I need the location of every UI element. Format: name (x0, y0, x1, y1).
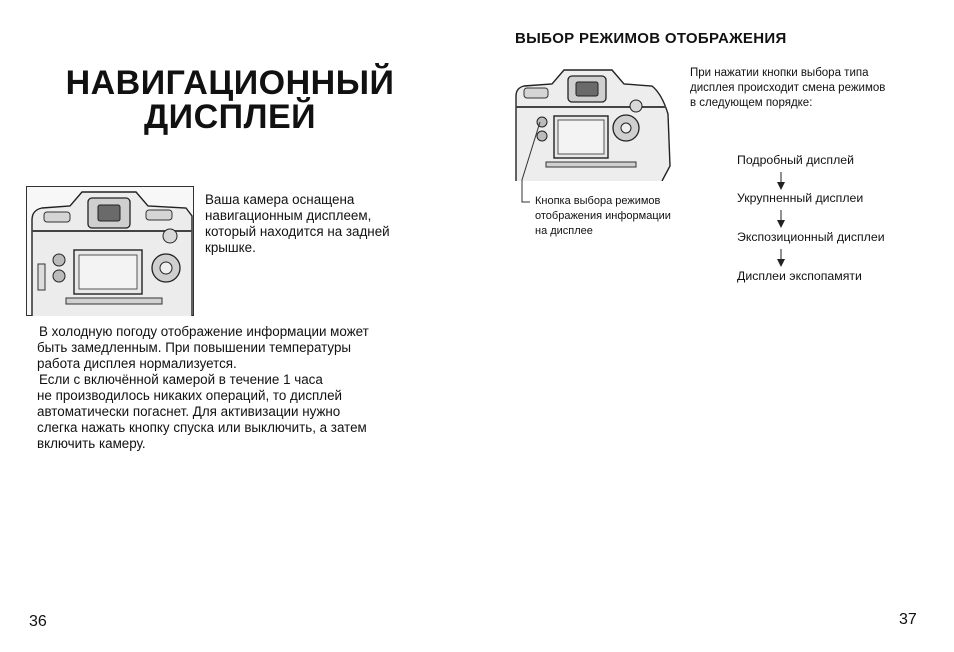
button-caption (535, 194, 671, 239)
intro-line: Ваша камера оснащена (205, 192, 355, 207)
mode-memory: Дисплеи экспопамяти (737, 269, 862, 283)
intro-line: При нажатии кнопки выбора типа (690, 67, 869, 79)
arrow-down-icon (776, 249, 786, 267)
right-intro-text (690, 66, 885, 111)
caption-line: Кнопка выбора режимов (535, 195, 661, 207)
section-title: ВЫБОР РЕЖИМОВ ОТОБРАЖЕНИЯ (515, 30, 787, 47)
page-number-right: 37 (899, 611, 917, 628)
note-line: включить камеру. (37, 436, 146, 451)
intro-line: крышке. (205, 240, 256, 255)
mode-detailed: Подробный дисплей (737, 153, 854, 167)
caption-line: на дисплее (535, 225, 593, 237)
note-line: слегка нажать кнопку спуска или выключить, а затем (37, 420, 367, 435)
page-number-left: 36 (29, 613, 47, 630)
arrow-down-icon (776, 172, 786, 190)
intro-line: дисплея происходит смена режимов (690, 82, 886, 94)
note-line: не производилось никаких операций, то дисплей (37, 388, 343, 403)
title-line: НАВИГАЦИОННЫЙ (65, 64, 395, 102)
camera-back-illustration (26, 186, 194, 316)
note-line: В холодную погоду отображение информации может (39, 324, 369, 339)
note-line: работа дисплея нормализуется. (37, 356, 237, 371)
note-line: быть замедленным. При повышении температуры (37, 340, 352, 355)
page-title (30, 66, 430, 134)
mode-enlarged: Укрупненный дисплеи (737, 191, 864, 205)
note-line: автоматически погаснет. Для активизации нужно (37, 404, 341, 419)
title-line: ДИСПЛЕЙ (143, 98, 317, 136)
caption-line: отображения информации (535, 210, 671, 222)
note-text (37, 324, 369, 452)
intro-text (205, 192, 390, 256)
intro-line: который находится на задней (205, 224, 390, 239)
callout-line (514, 120, 544, 205)
intro-line: навигационным дисплеем, (205, 208, 372, 223)
note-line: Если с включённой камерой в течение 1 часа (39, 372, 323, 387)
arrow-down-icon (776, 210, 786, 228)
intro-line: в следующем порядке: (690, 97, 813, 109)
mode-exposure: Экспозиционный дисплеи (737, 230, 885, 244)
